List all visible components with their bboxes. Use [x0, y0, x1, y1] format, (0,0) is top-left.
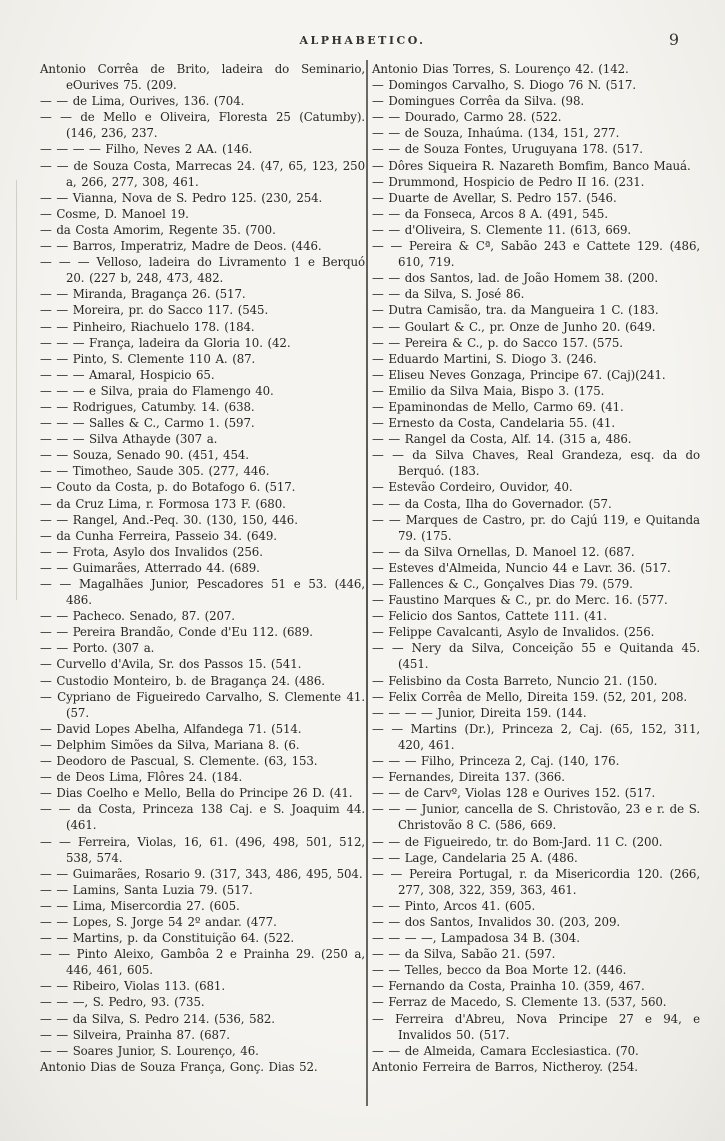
directory-entry: — Cypriano de Figueiredo Carvalho, S. Clemente 41. (57. [40, 689, 365, 720]
directory-entry: — — Pacheco. Senado, 87. (207. [40, 609, 235, 624]
directory-entry: Antonio Dias Torres, S. Lourenço 42. (142. [372, 62, 629, 76]
right-column [372, 61, 700, 1075]
scan-edge-artifact [16, 180, 17, 600]
directory-entry: — Fernando da Costa, Prainha 10. (359, 467. [372, 979, 645, 994]
directory-entry: — Eliseu Neves Gonzaga, Principe 67. (Caj)(241. [372, 367, 666, 382]
directory-entry: — — — — Filho, Neves 2 AA. (146. [40, 142, 253, 157]
directory-entry: — — — e Silva, praia do Flamengo 40. [40, 383, 274, 398]
directory-entry: — — — — Junior, Direita 159. (144. [372, 705, 587, 720]
directory-entry: — — Magalhães Junior, Pescadores 51 e 53. (446, 486. [40, 577, 365, 608]
directory-entry: — — da Silva, S. José 86. [372, 287, 525, 302]
directory-entry: — — Pinto Aleixo, Gambôa 2 e Prainha 29. (250 a, 446, 461, 605. [40, 947, 365, 978]
directory-entry: — Dôres Siqueira R. Nazareth Bomfim, Banco Mauá. [372, 158, 691, 173]
directory-entry: — — Rangel, And.-Peq. 30. (130, 150, 446. [40, 512, 298, 527]
directory-entry: — Couto da Costa, p. do Botafogo 6. (517. [40, 480, 296, 495]
directory-entry: — Estevão Cordeiro, Ouvidor, 40. [372, 480, 573, 495]
directory-entry: — — — Filho, Princeza 2, Caj. (140, 176. [372, 754, 620, 769]
directory-entry: — — de Figueiredo, tr. do Bom-Jard. 11 C. (200. [372, 834, 663, 849]
directory-entry: — Domingos Carvalho, S. Diogo 76 N. (517. [372, 78, 636, 93]
directory-entry: — — Dourado, Carmo 28. (522. [372, 110, 562, 125]
directory-entry: — — Lopes, S. Jorge 54 2º andar. (477. [40, 914, 277, 929]
directory-entry: — — Moreira, pr. do Sacco 117. (545. [40, 303, 269, 318]
directory-entry: — — — Junior, cancella de S. Christovão, 23 e r. de S. Christovão 8 C. (586, 669. [372, 802, 700, 833]
directory-entry: — — Pereira & C., p. do Sacco 157. (575. [372, 335, 623, 350]
directory-entry: — — Lima, Misercordia 27. (605. [40, 898, 240, 913]
directory-entry: — Felippe Cavalcanti, Asylo de Invalidos. (256. [372, 625, 655, 640]
page-number: 9 [668, 30, 679, 49]
directory-entry: — — dos Santos, lad. de João Homem 38. (200. [372, 271, 658, 286]
directory-entry: — — Ferreira, Violas, 16, 61. (496, 498, 501, 512, 538, 574. [40, 834, 365, 865]
directory-entry: — — Souza, Senado 90. (451, 454. [40, 448, 249, 463]
directory-entry: — David Lopes Abelha, Alfandega 71. (514. [40, 721, 302, 736]
directory-entry: — — Miranda, Bragança 26. (517. [40, 287, 246, 302]
directory-entry: — — de Carvº, Violas 128 e Ourives 152. (517. [372, 786, 656, 801]
directory-entry: — — de Souza, Inhaúma. (134, 151, 277. [372, 126, 620, 141]
directory-entry: — — da Costa, Ilha do Governador. (57. [372, 496, 612, 511]
column-divider-rule [366, 60, 368, 1106]
directory-entry: — — Rodrigues, Catumby. 14. (638. [40, 399, 255, 414]
directory-entry: — — Martins (Dr.), Princeza 2, Caj. (65, 152, 311, 420, 461. [372, 721, 700, 752]
directory-entry: — — Nery da Silva, Conceição 55 e Quitanda 45. (451. [372, 641, 700, 672]
directory-entry: — Domingues Corrêa da Silva. (98. [372, 94, 584, 109]
directory-entry: — de Deos Lima, Flôres 24. (184. [40, 770, 243, 785]
directory-entry: — — da Silva Chaves, Real Grandeza, esq. da do Berquó. (183. [372, 448, 700, 479]
directory-entry: — da Cruz Lima, r. Formosa 173 F. (680. [40, 496, 286, 511]
directory-entry: — Delphim Simões da Silva, Mariana 8. (6. [40, 737, 300, 752]
directory-entry: — Dutra Camisão, tra. da Mangueira 1 C. (183. [372, 303, 659, 318]
directory-entry: — — Soares Junior, S. Lourenço, 46. [40, 1043, 259, 1058]
directory-entry: — — Pereira Portugal, r. da Misericordia 120. (266, 277, 308, 322, 359, 363, 461. [372, 866, 700, 897]
directory-entry: — Deodoro de Pascual, S. Clemente. (63, 153. [40, 754, 318, 769]
directory-entry: — — Lamins, Santa Luzia 79. (517. [40, 882, 253, 897]
directory-entry: — — — Salles & C., Carmo 1. (597. [40, 416, 255, 431]
directory-entry: — — d'Oliveira, S. Clemente 11. (613, 669. [372, 222, 632, 237]
directory-entry: — — Martins, p. da Constituição 64. (522. [40, 931, 295, 946]
directory-entry: — — Guimarães, Rosario 9. (317, 343, 486, 495, 504. [40, 866, 363, 881]
directory-entry: — Felisbino da Costa Barreto, Nuncio 21. (150. [372, 673, 658, 688]
directory-entry: Antonio Corrêa de Brito, ladeira do Seminario, eOurives 75. (209. [40, 62, 365, 93]
directory-entry: — — Silveira, Prainha 87. (687. [40, 1027, 230, 1042]
directory-entry: — — Lage, Candelaria 25 A. (486. [372, 850, 578, 865]
directory-entry: — — da Fonseca, Arcos 8 A. (491, 545. [372, 206, 608, 221]
directory-entry: — — dos Santos, Invalidos 30. (203, 209. [372, 914, 621, 929]
directory-entry: — — — Silva Athayde (307 a. [40, 432, 218, 447]
directory-entry: — — de Almeida, Camara Ecclesiastica. (70. [372, 1043, 639, 1058]
directory-entry: — — Pereira Brandão, Conde d'Eu 112. (689. [40, 625, 313, 640]
directory-entry: — — — Velloso, ladeira do Livramento 1 e Berquó 20. (227 b, 248, 473, 482. [40, 255, 365, 286]
directory-entry: — — — —, Lampadosa 34 B. (304. [372, 931, 580, 946]
directory-entry: — Ernesto da Costa, Candelaria 55. (41. [372, 416, 615, 431]
directory-entry: — — Rangel da Costa, Alf. 14. (315 a, 486. [372, 432, 632, 447]
directory-entry: — — Frota, Asylo dos Invalidos (256. [40, 544, 263, 559]
directory-entry: — — Barros, Imperatriz, Madre de Deos. (446. [40, 239, 322, 254]
directory-entry: — — da Silva Ornellas, D. Manoel 12. (687. [372, 544, 635, 559]
directory-entry: — da Costa Amorim, Regente 35. (700. [40, 222, 276, 237]
directory-entry: — — — Amaral, Hospicio 65. [40, 367, 215, 382]
directory-entry: — — Porto. (307 a. [40, 641, 155, 656]
directory-entry: — da Cunha Ferreira, Passeio 34. (649. [40, 528, 277, 543]
directory-entry: — — da Silva, Sabão 21. (597. [372, 947, 556, 962]
directory-entry: — — Ribeiro, Violas 113. (681. [40, 979, 225, 994]
directory-entry: — Ferraz de Macedo, S. Clemente 13. (537, 560. [372, 995, 667, 1010]
directory-entry: — — Goulart & C., pr. Onze de Junho 20. (649. [372, 319, 656, 334]
directory-entry: — — de Souza Fontes, Uruguyana 178. (517. [372, 142, 643, 157]
directory-entry: — Custodio Monteiro, b. de Bragança 24. (486. [40, 673, 325, 688]
directory-entry: Antonio Dias de Souza França, Gonç. Dias 52. [40, 1059, 318, 1074]
directory-entry: — Fernandes, Direita 137. (366. [372, 770, 565, 785]
directory-entry: — — de Lima, Ourives, 136. (704. [40, 94, 245, 109]
running-head-title: ALPHABETICO. [299, 34, 426, 47]
directory-entry: — — Pinheiro, Riachuelo 178. (184. [40, 319, 255, 334]
directory-entry: — — Pinto, Arcos 41. (605. [372, 898, 536, 913]
left-column [40, 61, 365, 1075]
directory-entry: — Dias Coelho e Mello, Bella do Principe 26 D. (41. [40, 786, 353, 801]
directory-entry: — — de Souza Costa, Marrecas 24. (47, 65, 123, 250 a, 266, 277, 308, 461. [40, 158, 365, 189]
directory-entry: — Emilio da Silva Maia, Bispo 3. (175. [372, 383, 605, 398]
directory-entry: — — Vianna, Nova de S. Pedro 125. (230, 254. [40, 190, 323, 205]
directory-entry: — Curvello d'Avila, Sr. dos Passos 15. (541. [40, 657, 302, 672]
directory-entry: — — de Mello e Oliveira, Floresta 25 (Catumby). (146, 236, 237. [40, 110, 365, 141]
directory-entry: — — da Silva, S. Pedro 214. (536, 582. [40, 1011, 275, 1026]
directory-entry: — Duarte de Avellar, S. Pedro 157. (546. [372, 190, 617, 205]
directory-entry: — Felicio dos Santos, Cattete 111. (41. [372, 609, 607, 624]
directory-entry: — — Timotheo, Saude 305. (277, 446. [40, 464, 270, 479]
directory-entry: Antonio Ferreira de Barros, Nictheroy. (254. [372, 1059, 638, 1074]
directory-entry: — Eduardo Martini, S. Diogo 3. (246. [372, 351, 597, 366]
directory-entry: — Felix Corrêa de Mello, Direita 159. (52, 201, 208. [372, 689, 688, 704]
directory-entry: — — Pinto, S. Clemente 110 A. (87. [40, 351, 256, 366]
directory-entry: — — — França, ladeira da Gloria 10. (42. [40, 335, 291, 350]
directory-entry: — Fallences & C., Gonçalves Dias 79. (579. [372, 577, 633, 591]
directory-entry: — — Marques de Castro, pr. do Cajú 119, e Quitanda 79. (175. [372, 512, 700, 543]
directory-entry: — — da Costa, Princeza 138 Caj. e S. Joaquim 44. (461. [40, 802, 365, 833]
directory-entry: — — Pereira & Cª, Sabão 243 e Cattete 129. (486, 610, 719. [372, 239, 700, 270]
directory-entry: — — Guimarães, Atterrado 44. (689. [40, 560, 260, 575]
directory-entry: — Ferreira d'Abreu, Nova Principe 27 e 94, e Invalidos 50. (517. [372, 1011, 700, 1042]
directory-entry: — Faustino Marques & C., pr. do Merc. 16. (577. [372, 593, 668, 608]
directory-entry: — Cosme, D. Manoel 19. [40, 206, 189, 221]
directory-entry: — Epaminondas de Mello, Carmo 69. (41. [372, 399, 624, 414]
directory-entry: — Drummond, Hospicio de Pedro II 16. (231. [372, 174, 645, 189]
directory-entry: — Esteves d'Almeida, Nuncio 44 e Lavr. 36. (517. [372, 560, 671, 575]
directory-entry: — — —, S. Pedro, 93. (735. [40, 995, 205, 1010]
directory-entry: — — Telles, becco da Boa Morte 12. (446. [372, 963, 627, 978]
